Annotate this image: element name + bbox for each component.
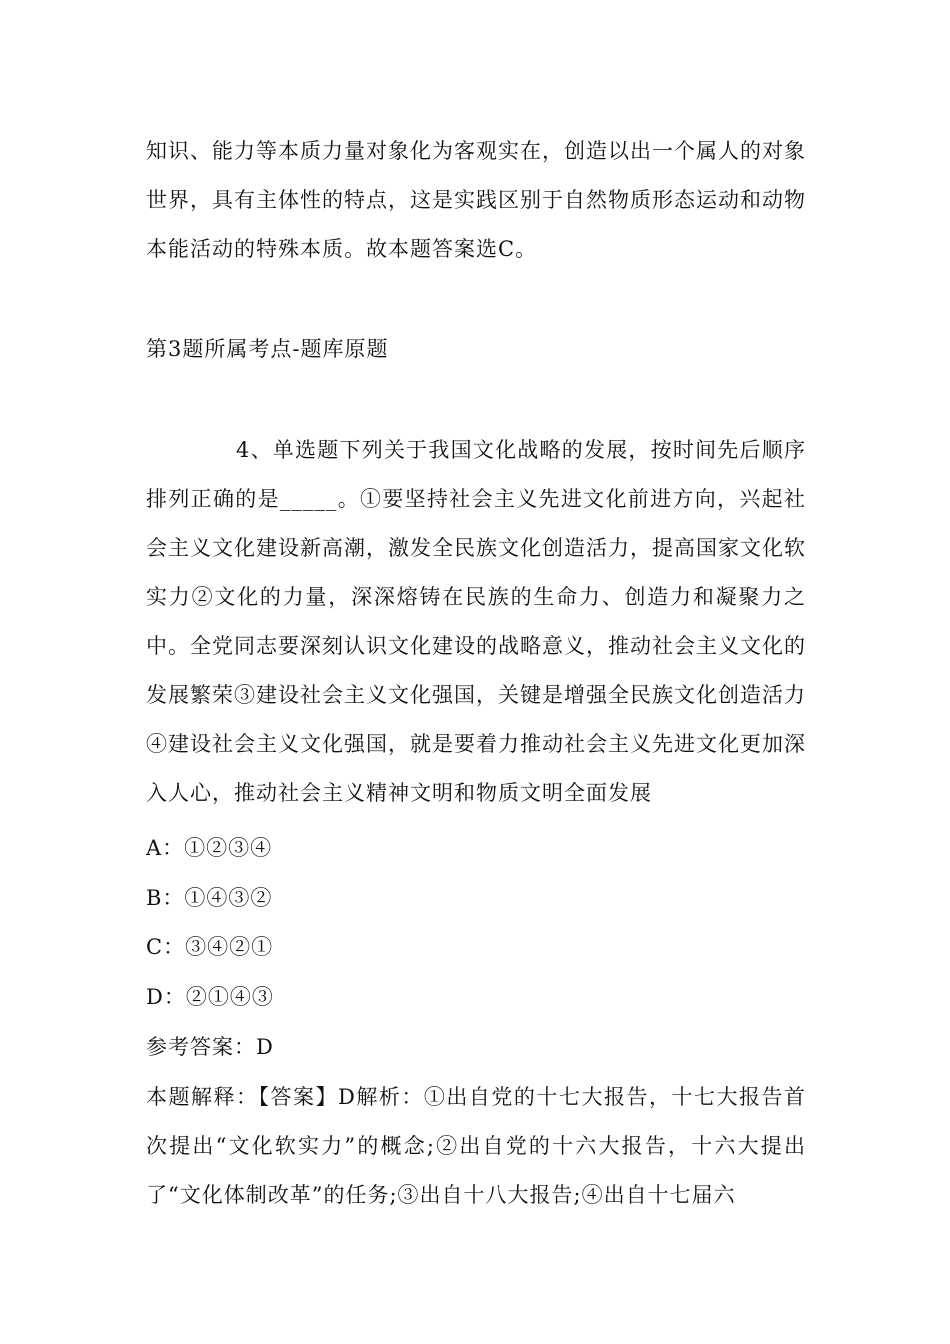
answer-explanation: 本题解释：【答案】D解析：①出自党的十七大报告，十七大报告首次提出“文化软实力”的概念;②出自党的十六大报告，十六大提出了“文化体制改革”的任务;③出自十八大报告;④出自十七届六 bbox=[146, 1085, 806, 1207]
explanation-continuation: 知识、能力等本质力量对象化为客观实在，创造以出一个属人的对象世界，具有主体性的特点，这是实践区别于自然物质形态运动和动物本能活动的特殊本质。故本题答案选C。 bbox=[146, 139, 806, 261]
question-text: 4、单选题下列关于我国文化战略的发展，按时间先后顺序排列正确的是_____。①要坚持社会主义先进文化前进方向，兴起社会主义文化建设新高潮，激发全民族文化创造活力，提高国家文化软实力②文化的力量，深深熔铸在民族的生命力、创造力和凝聚力之中。全党同志要深刻认识文化建设的战略意义，推动社会主义文化的发展繁荣③建设社会主义文化强国，关键是增强全民族文化创造活力④建设社会主义文化强国，就是要着力推动社会主义先进文化更加深入人心，推动社会主义精神文明和物质文明全面发展 bbox=[146, 438, 806, 805]
option-c: C：③④②① bbox=[146, 935, 274, 959]
reference-answer: 参考答案：D bbox=[146, 1035, 274, 1059]
option-a: A：①②③④ bbox=[146, 836, 273, 860]
option-b: B：①④③② bbox=[146, 886, 273, 910]
question-source-label: 第3题所属考点-题库原题 bbox=[146, 337, 389, 361]
option-d: D：②①④③ bbox=[146, 985, 274, 1009]
